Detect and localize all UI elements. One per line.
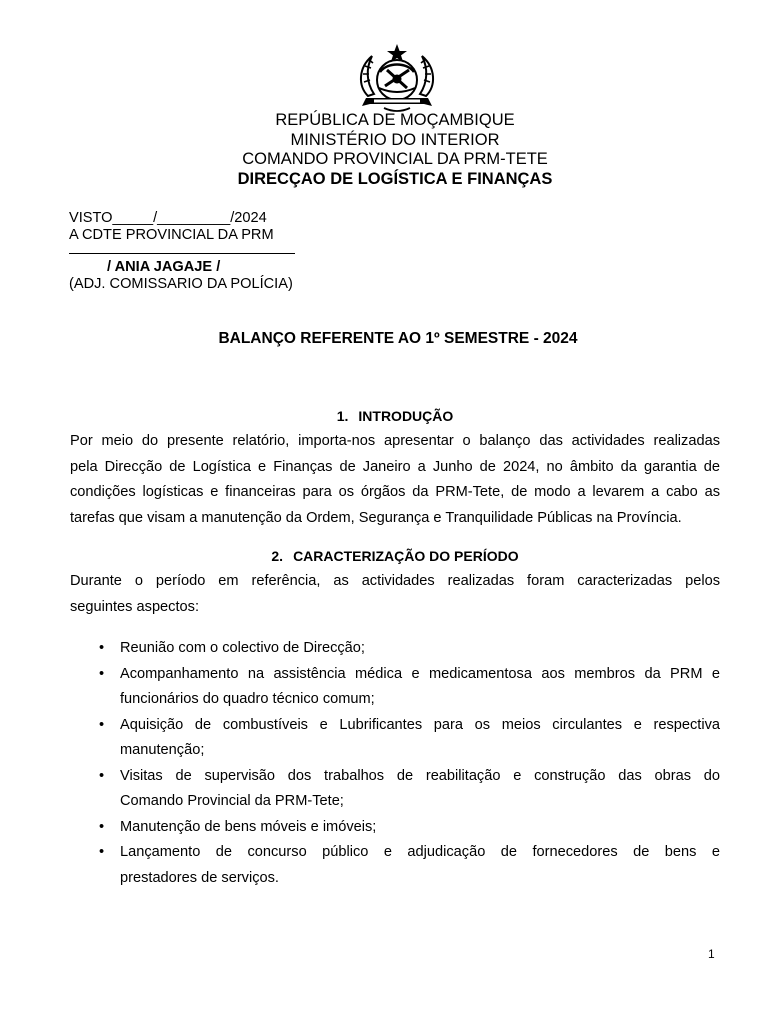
list-item-text: funcionários do quadro técnico comum; <box>120 691 375 707</box>
section-1-title: INTRODUÇÃO <box>358 408 454 424</box>
list-item-text: prestadores de serviços. <box>120 869 279 886</box>
list-item-text: Lançamento de concurso público e adjudicação de fornecedores de bens e <box>120 844 720 860</box>
signature-line <box>69 244 295 254</box>
signatory-name: / ANIA JAGAJE / <box>107 259 221 275</box>
list-item <box>70 840 720 891</box>
list-item-text: Visitas de supervisão dos trabalhos de reabilitação e construção das obras do <box>120 767 720 784</box>
list-item-text: Manutenção de bens móveis e imóveis; <box>120 818 377 835</box>
list-item <box>70 713 720 764</box>
paragraph-line: Durante o período em referência, as actividades realizadas foram caracterizadas pelos <box>70 573 720 589</box>
paragraph-line: condições logísticas e financeiras para os órgãos da PRM-Tete, de modo a levarem a cabo as <box>70 484 720 500</box>
list-item-text: Aquisição de combustíveis e Lubrificantes para os meios circulantes e respectiva <box>120 716 720 733</box>
list-item <box>70 662 720 713</box>
header-ministry: MINISTÉRIO DO INTERIOR <box>290 130 500 149</box>
activities-list <box>70 636 720 891</box>
bullet-glyph: • <box>99 640 105 656</box>
list-item-text: Reunião com o colectivo de Direcção; <box>120 640 365 656</box>
bullet-glyph: • <box>99 844 105 860</box>
list-item-text: manutenção; <box>120 742 205 758</box>
section-1-heading <box>0 408 768 424</box>
list-item-text: Comando Provincial da PRM-Tete; <box>120 793 344 809</box>
section-2-intro <box>70 569 720 620</box>
paragraph-line: tarefas que visam a manutenção da Ordem, Segurança e Tranquilidade Públicas na Província. <box>70 509 682 526</box>
list-item <box>70 764 720 815</box>
document-header <box>0 111 768 189</box>
paragraph-line: seguintes aspectos: <box>70 598 199 615</box>
section-2-title: CARACTERIZAÇÃO DO PERÍODO <box>293 548 519 564</box>
bullet-glyph: • <box>99 767 105 784</box>
document-title: BALANÇO REFERENTE AO 1º SEMESTRE - 2024 <box>218 330 578 347</box>
section-2-number: 2. <box>271 548 284 564</box>
list-item-text: Acompanhamento na assistência médica e medicamentosa aos membros da PRM e <box>120 665 720 682</box>
header-directorate: DIRECÇAO DE LOGÍSTICA E FINANÇAS <box>237 169 553 188</box>
list-item <box>70 636 720 662</box>
visto-date-line: VISTO_____/_________/2024 <box>69 210 267 226</box>
section-1-number: 1. <box>336 408 349 424</box>
header-command: COMANDO PROVINCIAL DA PRM-TETE <box>242 150 548 168</box>
bullet-glyph: • <box>99 665 105 682</box>
header-country: REPÚBLICA DE MOÇAMBIQUE <box>275 111 515 129</box>
visto-authority: A CDTE PROVINCIAL DA PRM <box>69 227 274 243</box>
paragraph-line: Por meio do presente relatório, importa-nos apresentar o balanço das actividades realizadas <box>70 433 720 449</box>
bullet-glyph: • <box>99 818 105 835</box>
approval-block <box>69 210 295 293</box>
bullet-glyph: • <box>99 716 105 733</box>
section-1-paragraph <box>70 429 720 531</box>
page-number: 1 <box>708 947 715 961</box>
section-2-heading <box>0 548 768 564</box>
signatory-rank: (ADJ. COMISSARIO DA POLÍCIA) <box>69 276 293 292</box>
mozambique-emblem-icon <box>354 42 440 114</box>
list-item <box>70 815 720 841</box>
paragraph-line: pela Direcção de Logística e Finanças de Janeiro a Junho de 2024, no âmbito da garantia de <box>70 458 720 475</box>
